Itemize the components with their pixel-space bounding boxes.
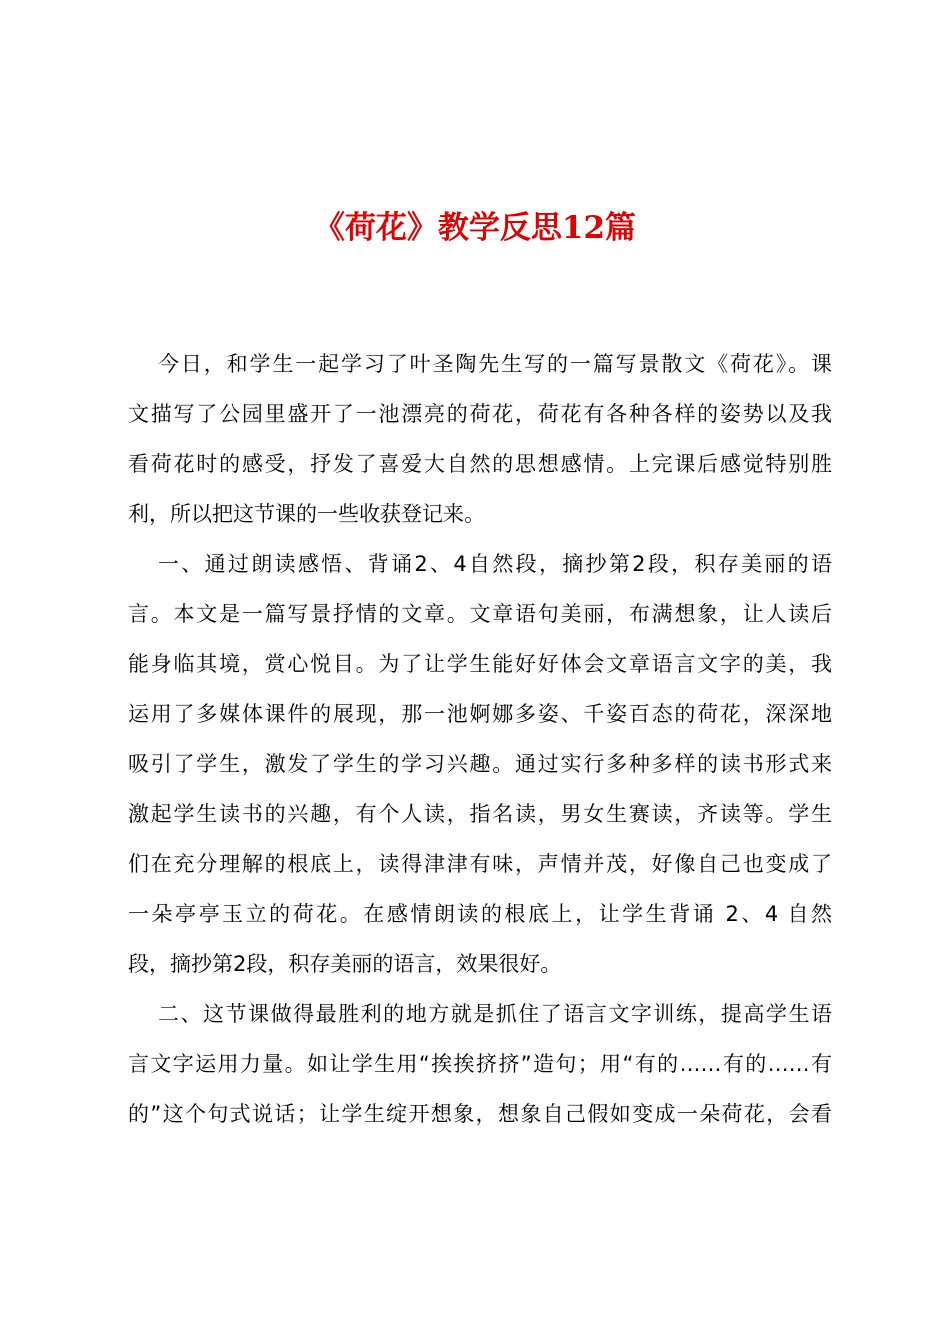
- paragraph-intro: [128, 342, 832, 542]
- text-line: 言。本文是一篇写景抒情的文章。文章语句美丽，布满想象，让人读后: [128, 602, 832, 626]
- text-line: 一朵亭亭玉立的荷花。在感情朗读的根底上，让学生背诵 2、4 自然: [128, 902, 832, 926]
- paragraph-section-one: [128, 542, 832, 992]
- text-line: 今日，和学生一起学习了叶圣陶先生写的一篇写景散文《荷花》。课: [158, 352, 832, 376]
- text-line: 能身临其境，赏心悦目。为了让学生能好好体会文章语言文字的美，我: [128, 652, 832, 676]
- document-title: 《荷花》教学反思12篇: [313, 210, 637, 246]
- text-line: 的”这个句式说话；让学生绽开想象，想象自己假如变成一朵荷花，会看: [128, 1102, 832, 1126]
- paragraph-section-two: [128, 992, 832, 1142]
- text-line: 们在充分理解的根底上，读得津津有味，声情并茂，好像自己也变成了: [128, 852, 832, 876]
- document-body: [128, 342, 832, 1142]
- text-line: 二、这节课做得最胜利的地方就是抓住了语言文字训练，提高学生语: [158, 1002, 832, 1026]
- text-line: 段，摘抄第2段，积存美丽的语言，效果很好。: [128, 952, 562, 976]
- text-line: 言文字运用力量。如让学生用“挨挨挤挤”造句；用“有的……有的……有: [128, 1052, 832, 1076]
- text-line: 一、通过朗读感悟、背诵2、4自然段，摘抄第2段，积存美丽的语: [158, 552, 832, 576]
- text-line: 吸引了学生，激发了学生的学习兴趣。通过实行多种多样的读书形式来: [128, 752, 832, 776]
- text-line: 运用了多媒体课件的展现，那一池婀娜多姿、千姿百态的荷花，深深地: [128, 702, 832, 726]
- text-line: 文描写了公园里盛开了一池漂亮的荷花，荷花有各种各样的姿势以及我: [128, 402, 832, 426]
- text-line: 看荷花时的感受，抒发了喜爱大自然的思想感情。上完课后感觉特别胜: [128, 452, 832, 476]
- text-line: 利，所以把这节课的一些收获登记来。: [128, 502, 485, 526]
- text-line: 激起学生读书的兴趣，有个人读，指名读，男女生赛读，齐读等。学生: [128, 802, 832, 826]
